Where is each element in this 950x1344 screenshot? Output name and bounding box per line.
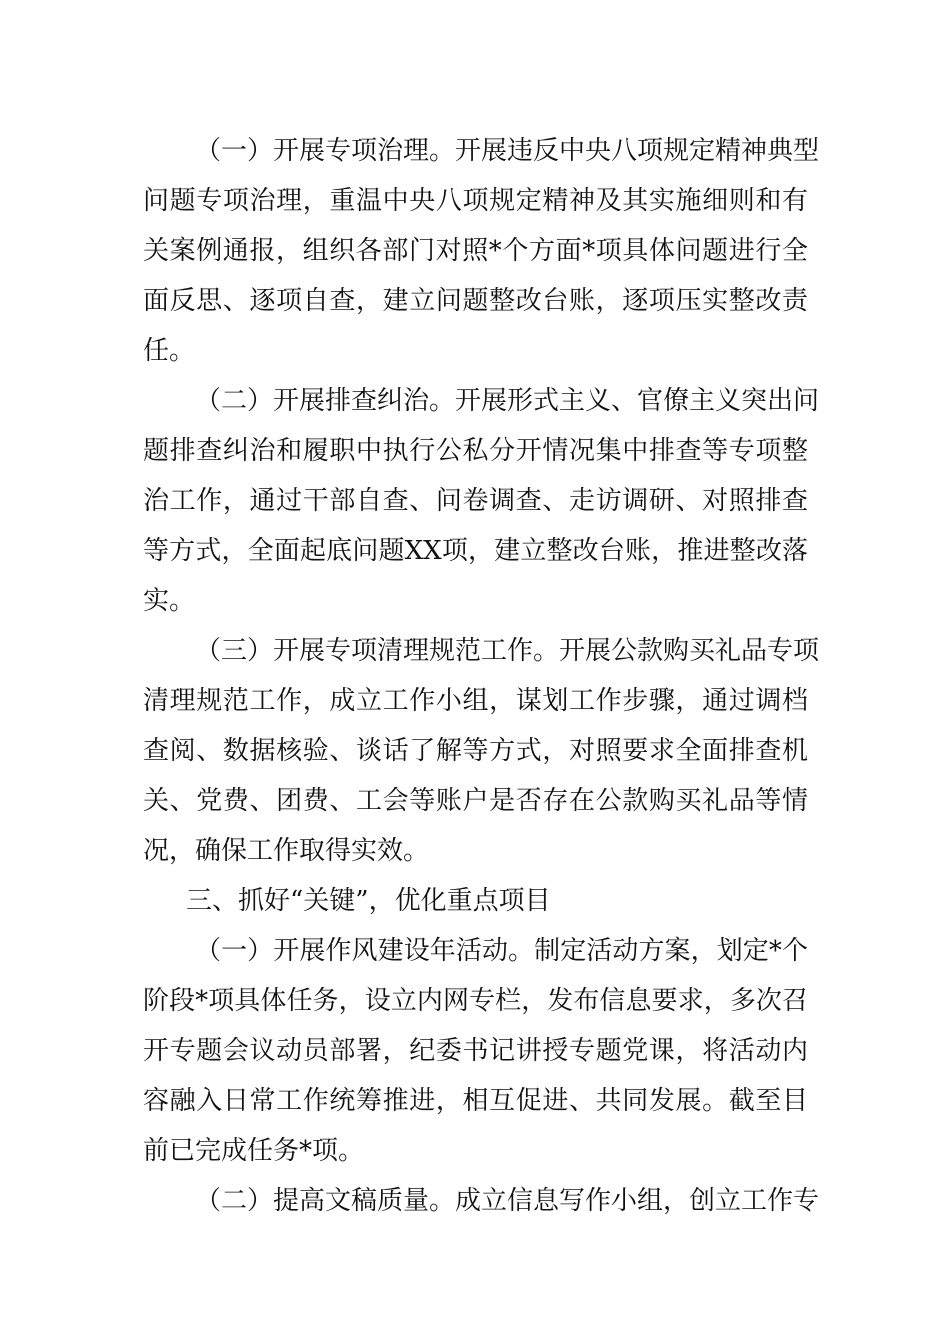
text-line: 关案例通报，组织各部门对照*个方面*项具体问题进行全 [143, 236, 808, 266]
document-body [143, 126, 820, 1226]
paragraph-document-quality [143, 1176, 820, 1226]
text-line: 况，确保工作取得实效。 [143, 836, 430, 866]
text-line: 治工作，通过干部自查、问卷调查、走访调研、对照排查 [143, 486, 808, 516]
text-line: 任。 [143, 336, 196, 366]
paragraph-style-building-year [143, 926, 808, 1176]
text-line: 前已完成任务*项。 [143, 1136, 365, 1166]
text-line: （一）开展专项治理。开展违反中央八项规定精神典型 [195, 136, 820, 166]
text-line: 题排查纠治和履职中执行公私分开情况集中排查等专项整 [143, 436, 808, 466]
text-line: （三）开展专项清理规范工作。开展公款购买礼品专项 [195, 636, 820, 666]
paragraph-special-governance [143, 126, 820, 376]
text-line: （二）提高文稿质量。成立信息写作小组，创立工作专 [195, 1186, 820, 1216]
text-line: 开专题会议动员部署，纪委书记讲授专题党课，将活动内 [143, 1036, 808, 1066]
section-heading-three [143, 876, 808, 926]
paragraph-cleanup-standardization [143, 626, 820, 876]
section-heading: 三、抓好“关键”，优化重点项目 [186, 886, 551, 916]
text-line: 等方式，全面起底问题XX项，建立整改台账，推进整改落 [143, 536, 808, 566]
text-line: 关、党费、团费、工会等账户是否存在公款购买礼品等情 [143, 786, 808, 816]
text-line: 实。 [143, 586, 196, 616]
text-line: 查阅、数据核验、谈话了解等方式，对照要求全面排查机 [143, 736, 808, 766]
text-line: 容融入日常工作统筹推进，相互促进、共同发展。截至目 [143, 1086, 808, 1116]
text-line: （二）开展排查纠治。开展形式主义、官僚主义突出问 [195, 386, 820, 416]
text-line: 清理规范工作，成立工作小组，谋划工作步骤，通过调档 [143, 686, 808, 716]
text-line: 阶段*项具体任务，设立内网专栏，发布信息要求，多次召 [143, 986, 808, 1016]
paragraph-investigation-rectification [143, 376, 820, 626]
text-line: （一）开展作风建设年活动。制定活动方案，划定*个 [195, 936, 808, 966]
text-line: 面反思、逐项自查，建立问题整改台账，逐项压实整改责 [143, 286, 808, 316]
text-line: 问题专项治理，重温中央八项规定精神及其实施细则和有 [143, 186, 808, 216]
